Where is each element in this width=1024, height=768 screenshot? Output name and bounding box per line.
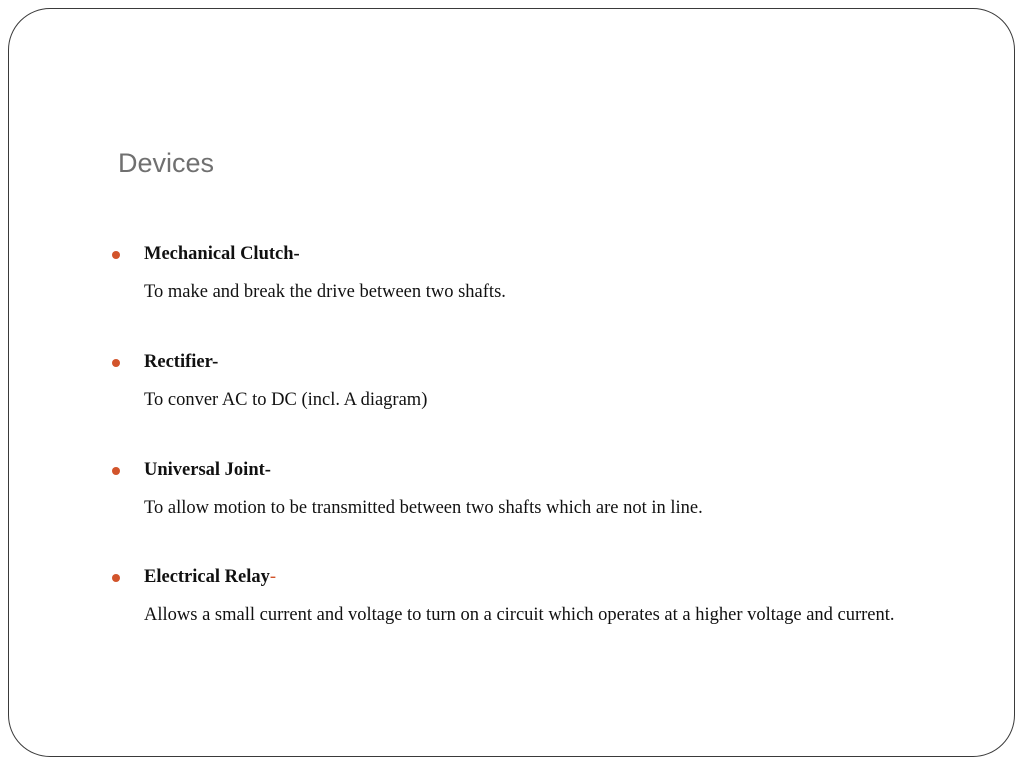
bullet-dot-icon [112, 467, 120, 475]
bullet-description: To conver AC to DC (incl. A diagram) [144, 390, 428, 410]
bullet-heading-suffix: - [269, 567, 277, 587]
bullet-dot-icon [112, 574, 120, 582]
bullet-heading: Mechanical Clutch- [144, 244, 300, 264]
bullet-dot-icon [112, 251, 120, 259]
bullet-dot-icon [112, 359, 120, 367]
slide-title: Devices [118, 148, 215, 178]
bullet-heading: Rectifier- [144, 352, 219, 372]
bullet-description: To make and break the drive between two shafts. [144, 282, 506, 302]
bullet-heading-line [144, 459, 271, 481]
bullet-heading: Electrical Relay [144, 567, 270, 587]
bullet-description: Allows a small current and voltage to turn on a circuit which operates at a higher voltage and current. [144, 605, 895, 625]
bullet-heading-line [144, 351, 218, 373]
bullet-heading-line [144, 243, 300, 265]
bullet-heading: Universal Joint- [144, 460, 271, 480]
bullet-heading-line [144, 566, 276, 588]
bullet-description: To allow motion to be transmitted between two shafts which are not in line. [144, 498, 703, 518]
slide-frame [8, 8, 1015, 757]
